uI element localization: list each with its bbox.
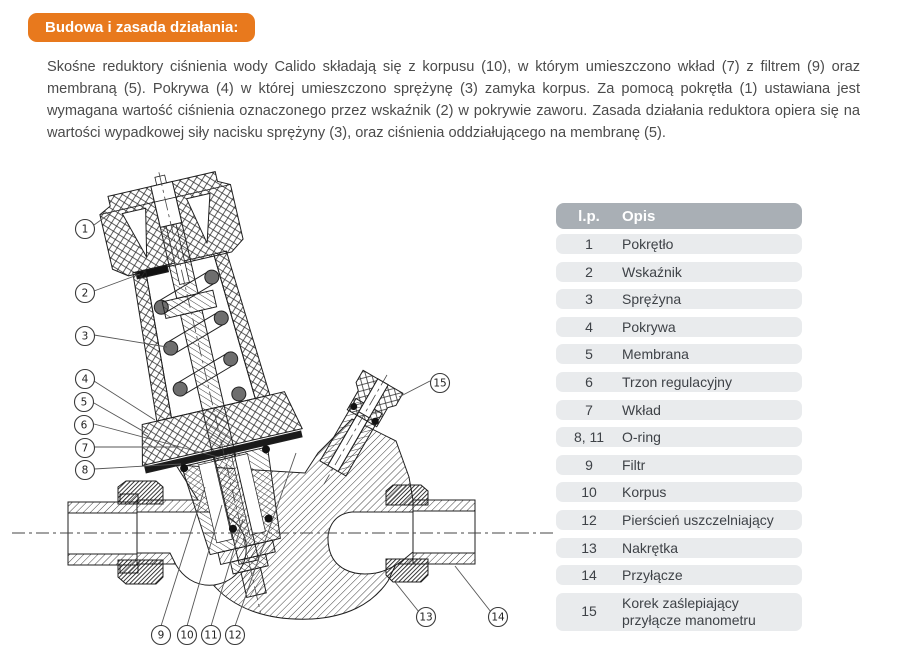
svg-text:4: 4 <box>81 373 89 386</box>
table-row: 2 Wskaźnik <box>556 262 802 282</box>
table-row: 12 Pierścień uszczelniający <box>556 510 802 530</box>
callout-4 <box>76 370 95 389</box>
table-row: 3 Sprężyna <box>556 289 802 309</box>
callout-14 <box>489 608 508 627</box>
table-row: 7 Wkład <box>556 400 802 420</box>
svg-text:2: 2 <box>81 287 89 300</box>
right-pipe-connection <box>413 500 475 564</box>
callout-9 <box>152 626 171 645</box>
parts-table <box>556 203 802 638</box>
svg-text:15: 15 <box>433 377 447 390</box>
svg-text:7: 7 <box>81 442 89 455</box>
callout-3 <box>76 327 95 346</box>
svg-text:5: 5 <box>80 396 88 409</box>
callout-7 <box>76 439 95 458</box>
parts-table-header <box>556 203 802 229</box>
callout-10 <box>178 626 197 645</box>
svg-text:13: 13 <box>419 611 433 624</box>
table-row: 15 Korek zaślepiający przyłącze manometru <box>556 593 802 631</box>
table-row: 14 Przyłącze <box>556 565 802 585</box>
callout-5 <box>75 393 94 412</box>
svg-text:8: 8 <box>81 464 89 477</box>
table-row: 9 Filtr <box>556 455 802 475</box>
valve-cross-section-diagram <box>0 157 560 667</box>
section-title-badge: Budowa i zasada działania: <box>28 13 255 42</box>
svg-text:9: 9 <box>157 629 165 642</box>
header-index: l.p. <box>578 207 600 225</box>
table-row: 4 Pokrywa <box>556 317 802 337</box>
callout-1 <box>76 220 95 239</box>
svg-text:6: 6 <box>80 419 88 432</box>
svg-text:3: 3 <box>81 330 89 343</box>
callout-12 <box>226 626 245 645</box>
svg-text:1: 1 <box>81 223 89 236</box>
header-description: Opis <box>622 207 656 225</box>
table-row: 10 Korpus <box>556 482 802 502</box>
table-row: 8, 11 O-ring <box>556 427 802 447</box>
table-row: 6 Trzon regulacyjny <box>556 372 802 392</box>
callout-8 <box>76 461 95 480</box>
svg-text:14: 14 <box>491 611 505 624</box>
svg-text:11: 11 <box>204 629 218 642</box>
callout-15 <box>431 374 450 393</box>
callout-13 <box>417 608 436 627</box>
description-paragraph: Skośne reduktory ciśnienia wody Calido składają się z korpusu (10), w którym umieszczono wkład (7) z filtrem (9) oraz membraną (5). Pokrywa (4) w której umieszczono sprężynę (3) zamyka korpus. Za pomocą pokrętła (1) ustawiana jest wymagana wartość ciśnienia oznaczonego przez wskaźnik (2) w pokrywie zaworu. Zasada działania reduktora opiera się na wartości wypadkowej siły nacisku sprężyny (3), oraz ciśnienia oddziałującego na membranę (5). <box>47 59 860 141</box>
callout-6 <box>75 416 94 435</box>
table-row: 13 Nakrętka <box>556 538 802 558</box>
table-row: 1 Pokrętło <box>556 234 802 254</box>
svg-text:10: 10 <box>180 629 194 642</box>
callout-11 <box>202 626 221 645</box>
svg-text:12: 12 <box>228 629 242 642</box>
callout-2 <box>76 284 95 303</box>
table-row: 5 Membrana <box>556 344 802 364</box>
